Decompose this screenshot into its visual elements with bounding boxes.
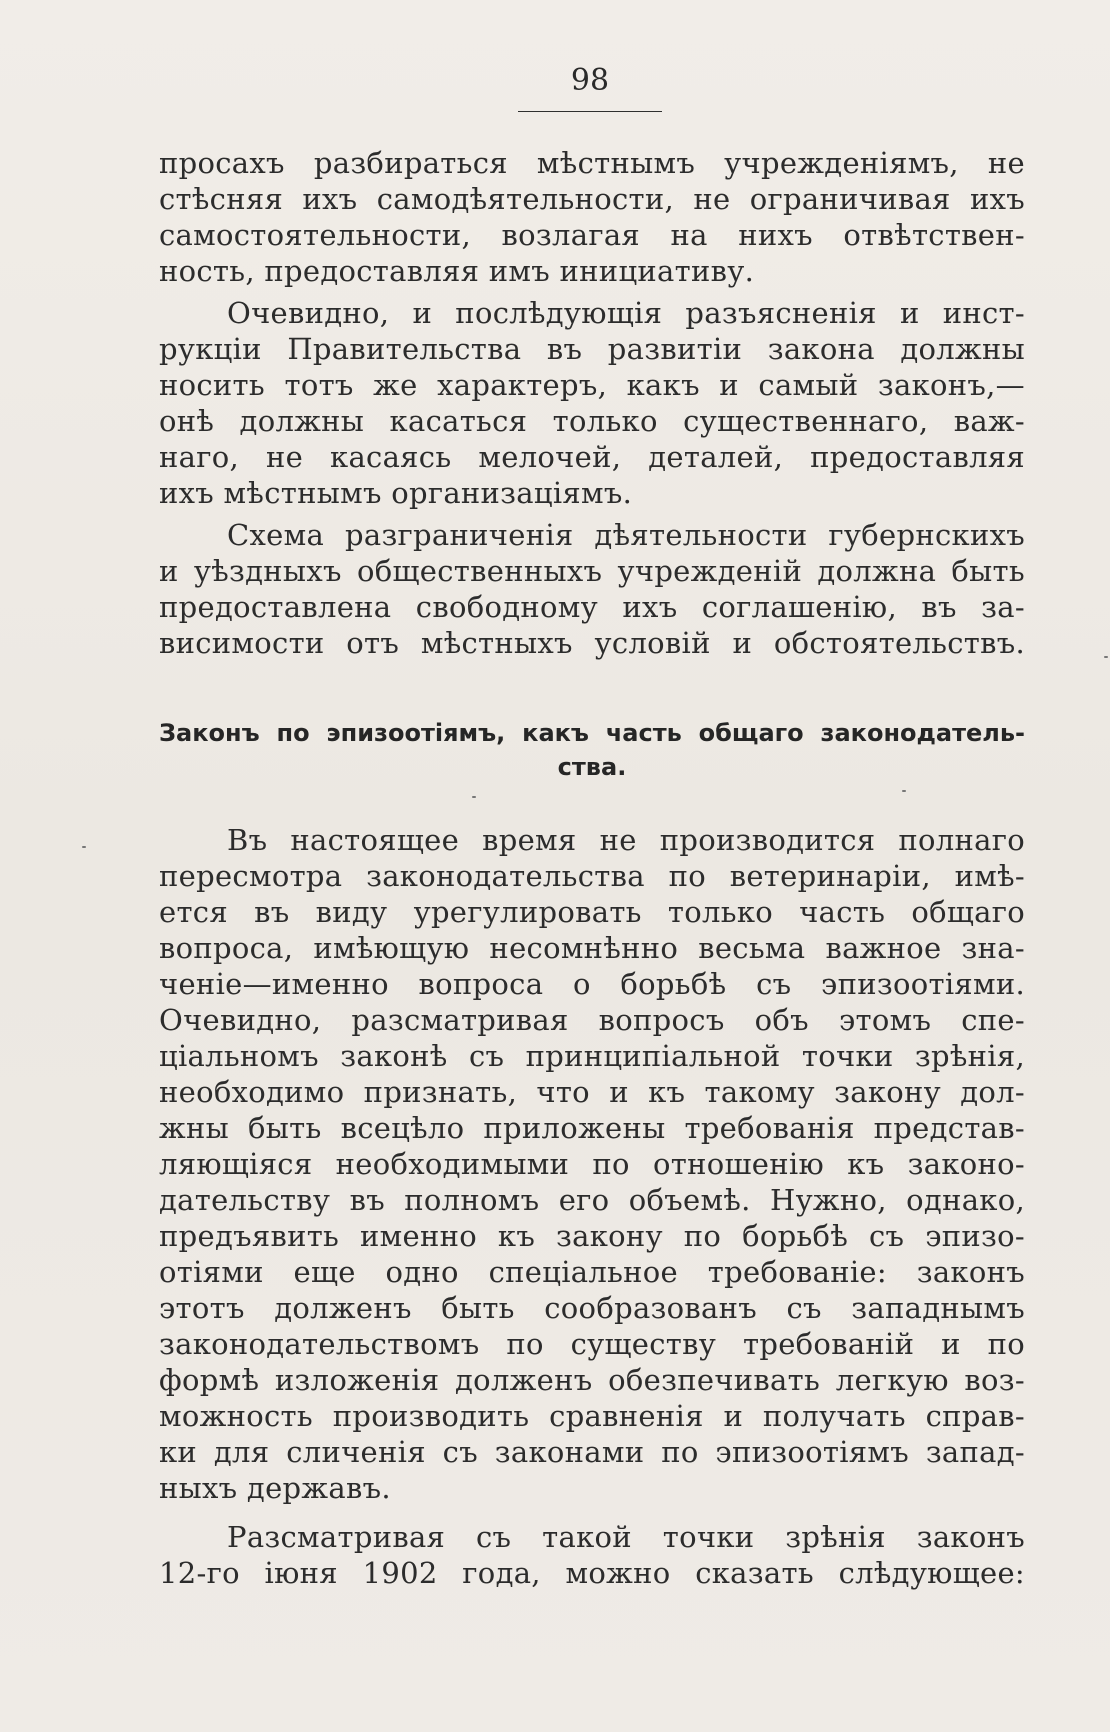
text-line: Очевидно, разсматривая вопросъ объ этомъ спе- bbox=[159, 1003, 1025, 1037]
text-line: самостоятельности, возлагая на нихъ отвѣтствен- bbox=[159, 218, 1025, 252]
text-line: предоставлена свободному ихъ соглашенiю, въ за- bbox=[159, 590, 1025, 624]
text-line: стѣсняя ихъ самодѣятельности, не ограничивая ихъ bbox=[159, 182, 1025, 216]
text-line: рукцiи Правительства въ развитiи закона должны bbox=[159, 332, 1025, 366]
page-number: 98 bbox=[570, 63, 610, 98]
text-line: носить тотъ же характеръ, какъ и самый законъ,— bbox=[159, 368, 1025, 402]
text-line: можность производить сравненiя и получать справ- bbox=[159, 1399, 1025, 1433]
text-line: ченiе—именно вопроса о борьбѣ съ эпизоотiями. bbox=[159, 967, 1025, 1001]
text-line: Разсматривая съ такой точки зрѣнiя законъ bbox=[227, 1520, 1025, 1554]
text-line: Очевидно, и послѣдующiя разъясненiя и инст- bbox=[227, 296, 1025, 330]
text-line: ки для сличенiя съ законами по эпизоотiямъ запад- bbox=[159, 1435, 1025, 1469]
text-line: необходимо признать, что и къ такому закону дол- bbox=[159, 1075, 1025, 1109]
print-speck bbox=[82, 846, 86, 848]
text-line: 12-го iюня 1902 года, можно сказать слѣдующее: bbox=[159, 1556, 1025, 1590]
page-number-rule bbox=[518, 111, 662, 112]
text-line: ныхъ державъ. bbox=[159, 1471, 391, 1505]
text-line: отiями еще одно спецiальное требованiе: законъ bbox=[159, 1255, 1025, 1289]
text-line: законодательствомъ по существу требованiй и по bbox=[159, 1327, 1025, 1361]
text-line: ется въ виду урегулировать только часть общаго bbox=[159, 895, 1025, 929]
text-line: просахъ разбираться мѣстнымъ учрежденiямъ, не bbox=[159, 146, 1025, 180]
text-line: Схема разграниченiя дѣятельности губернскихъ bbox=[227, 518, 1025, 552]
text-line: наго, не касаясь мелочей, деталей, предоставляя bbox=[159, 440, 1025, 474]
section-heading: ства. bbox=[557, 753, 627, 781]
text-line: предъявить именно къ закону по борьбѣ съ эпизо- bbox=[159, 1219, 1025, 1253]
text-line: пересмотра законодательства по ветеринарiи, имѣ- bbox=[159, 859, 1025, 893]
text-line: Въ настоящее время не производится полнаго bbox=[227, 823, 1025, 857]
text-line: ность, предоставляя имъ инициативу. bbox=[159, 254, 755, 288]
text-line: этотъ долженъ быть сообразованъ съ западнымъ bbox=[159, 1291, 1025, 1325]
text-line: формѣ изложенiя долженъ обезпечивать легкую воз- bbox=[159, 1363, 1025, 1397]
text-line: ляющiяся необходимыми по отношенiю къ законо- bbox=[159, 1147, 1025, 1181]
text-line: жны быть всецѣло приложены требованiя представ- bbox=[159, 1111, 1025, 1145]
print-speck bbox=[472, 796, 476, 798]
print-speck bbox=[902, 790, 906, 792]
text-line: и уѣздныхъ общественныхъ учрежденiй должна быть bbox=[159, 554, 1025, 588]
text-line: цiальномъ законѣ съ принципiальной точки зрѣнiя, bbox=[159, 1039, 1025, 1073]
text-line: висимости отъ мѣстныхъ условiй и обстоятельствъ. bbox=[159, 626, 1025, 660]
text-line: ихъ мѣстнымъ организацiямъ. bbox=[159, 476, 633, 510]
section-heading: Законъ по эпизоотiямъ, какъ часть общаго законодатель- bbox=[159, 719, 1025, 747]
text-line: дательству въ полномъ его объемѣ. Нужно, однако, bbox=[159, 1183, 1025, 1217]
print-speck bbox=[1104, 656, 1108, 658]
text-line: вопроса, имѣющую несомнѣнно весьма важное зна- bbox=[159, 931, 1025, 965]
text-line: онѣ должны касаться только существеннаго, важ- bbox=[159, 404, 1025, 438]
